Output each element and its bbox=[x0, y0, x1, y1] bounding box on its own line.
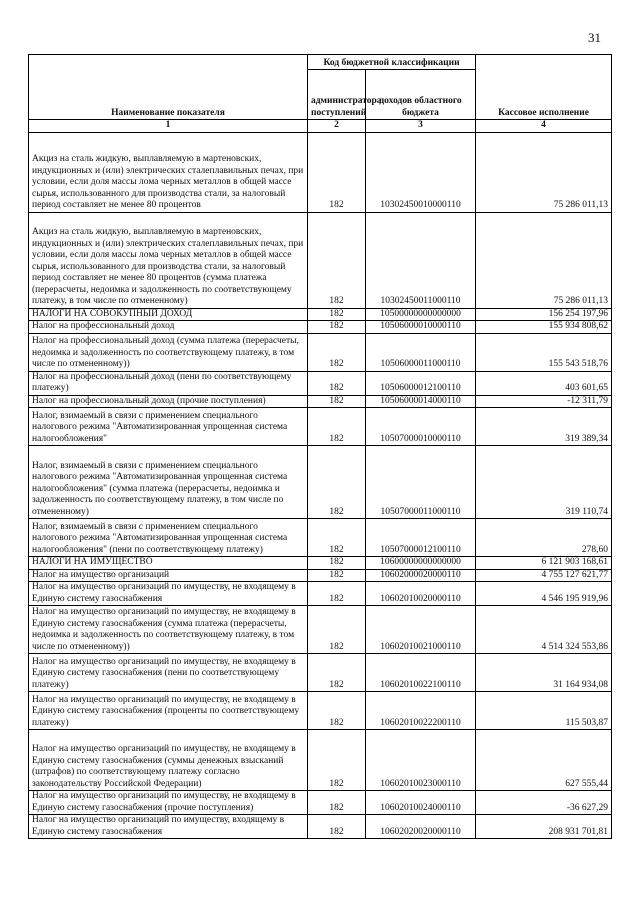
table-row bbox=[29, 321, 612, 334]
row-amount: 4 546 195 919,96 bbox=[476, 582, 612, 606]
row-name: Налог на имущество организаций по имуществу, не входящему в Единую систему газоснабжения bbox=[29, 582, 308, 606]
row-admin-code: 182 bbox=[308, 569, 366, 582]
row-name: Акциз на сталь жидкую, выплавляемую в мартеновских, индукционных и (или) электрических сталеплавильных печах, при условии, если доля массы лома черных металлов в общей массе сырья, использованного для производства стали, за налоговый период составляет не менее 80 процентов (сумма платежа (перерасчеты, недоимка и задолженность по соответствующему платежу, в том числе по отмененному) bbox=[29, 212, 308, 308]
table-row bbox=[29, 606, 612, 654]
table-row bbox=[29, 308, 612, 321]
row-income-code: 10600000000000000 bbox=[366, 557, 476, 570]
table-body bbox=[29, 132, 612, 839]
row-name: НАЛОГИ НА СОВОКУПНЫЙ ДОХОД bbox=[29, 308, 308, 321]
row-income-code: 10506000011000110 bbox=[366, 333, 476, 371]
row-admin-code: 182 bbox=[308, 557, 366, 570]
table-row bbox=[29, 654, 612, 692]
row-income-code: 10507000012100110 bbox=[366, 519, 476, 557]
row-income-code: 10602010023000110 bbox=[366, 730, 476, 791]
row-name: Акциз на сталь жидкую, выплавляемую в мартеновских, индукционных и (или) электрических сталеплавильных печах, при условии, если доля массы лома черных металлов в общей массе сырья, использованного для производства стали, за налоговый период составляет не менее 80 процентов bbox=[29, 132, 308, 212]
row-amount: 75 286 011,13 bbox=[476, 212, 612, 308]
row-income-code: 10602010022100110 bbox=[366, 654, 476, 692]
table-row bbox=[29, 692, 612, 730]
row-amount: 6 121 903 168,61 bbox=[476, 557, 612, 570]
row-amount: 319 110,74 bbox=[476, 446, 612, 519]
row-amount: 208 931 701,81 bbox=[476, 815, 612, 839]
header-administrator: администратора поступлений bbox=[308, 70, 366, 120]
row-admin-code: 182 bbox=[308, 308, 366, 321]
row-income-code: 10506000012100110 bbox=[366, 371, 476, 395]
header-classification-group: Код бюджетной классификации bbox=[308, 55, 476, 70]
row-admin-code: 182 bbox=[308, 408, 366, 446]
row-income-code: 10602010021000110 bbox=[366, 606, 476, 654]
row-income-code: 10506000014000110 bbox=[366, 395, 476, 408]
page-number: 31 bbox=[588, 30, 601, 45]
row-admin-code: 182 bbox=[308, 371, 366, 395]
row-amount: 155 543 518,76 bbox=[476, 333, 612, 371]
row-name: Налог на имущество организаций по имуществу, не входящему в Единую систему газоснабжения (проценты по соответствующему платежу) bbox=[29, 692, 308, 730]
table-row bbox=[29, 815, 612, 839]
header-income-code: доходов областного бюджета bbox=[366, 70, 476, 120]
row-amount: 31 164 934,08 bbox=[476, 654, 612, 692]
row-amount: 4 514 324 553,86 bbox=[476, 606, 612, 654]
row-income-code: 10500000000000000 bbox=[366, 308, 476, 321]
row-name: Налог на имущество организаций по имуществу, входящему в Единую систему газоснабжения bbox=[29, 815, 308, 839]
table-row bbox=[29, 730, 612, 791]
row-admin-code: 182 bbox=[308, 654, 366, 692]
row-income-code: 10507000011000110 bbox=[366, 446, 476, 519]
row-admin-code: 182 bbox=[308, 333, 366, 371]
row-name: Налог, взимаемый в связи с применением специального налогового режима "Автоматизированная упрощенная система налогообложения" (сумма платежа (перерасчеты, недоимка и задолженность по соответствующему платежу, в том числе по отмененному) bbox=[29, 446, 308, 519]
row-admin-code: 182 bbox=[308, 212, 366, 308]
column-number: 3 bbox=[366, 120, 476, 133]
table-row bbox=[29, 395, 612, 408]
row-name: Налог на профессиональный доход (сумма платежа (перерасчеты, недоимка и задолженность по соответствующему платежу, в том числе по отмененному)) bbox=[29, 333, 308, 371]
row-amount: 75 286 011,13 bbox=[476, 132, 612, 212]
row-income-code: 10602010020000110 bbox=[366, 582, 476, 606]
row-amount: 115 503,87 bbox=[476, 692, 612, 730]
row-income-code: 10507000010000110 bbox=[366, 408, 476, 446]
column-number: 4 bbox=[476, 120, 612, 133]
row-name: Налог на имущество организаций по имуществу, не входящему в Единую систему газоснабжения (сумма платежа (перерасчеты, недоимка и задолженность по соответствующему платежу, в том числе по отмененному)) bbox=[29, 606, 308, 654]
row-admin-code: 182 bbox=[308, 791, 366, 815]
row-admin-code: 182 bbox=[308, 692, 366, 730]
row-amount: 403 601,65 bbox=[476, 371, 612, 395]
row-income-code: 10302450010000110 bbox=[366, 132, 476, 212]
header-indicator-name: Наименование показателя bbox=[29, 55, 308, 120]
header-cash-execution: Кассовое исполнение bbox=[476, 55, 612, 120]
row-admin-code: 182 bbox=[308, 132, 366, 212]
row-amount: 278,60 bbox=[476, 519, 612, 557]
row-income-code: 10602010022200110 bbox=[366, 692, 476, 730]
row-income-code: 10602020020000110 bbox=[366, 815, 476, 839]
row-amount: 156 254 197,96 bbox=[476, 308, 612, 321]
column-number: 1 bbox=[29, 120, 308, 133]
table-row bbox=[29, 569, 612, 582]
row-name: Налог на имущество организаций по имуществу, не входящему в Единую систему газоснабжения (пени по соответствующему платежу) bbox=[29, 654, 308, 692]
row-name: Налог на профессиональный доход (пени по соответствующему платежу) bbox=[29, 371, 308, 395]
row-admin-code: 182 bbox=[308, 730, 366, 791]
row-income-code: 10602010024000110 bbox=[366, 791, 476, 815]
row-name: Налог на имущество организаций по имуществу, не входящему в Единую систему газоснабжения (прочие поступления) bbox=[29, 791, 308, 815]
row-name: Налог на профессиональный доход bbox=[29, 321, 308, 334]
row-admin-code: 182 bbox=[308, 395, 366, 408]
table-row bbox=[29, 446, 612, 519]
row-amount: 319 389,34 bbox=[476, 408, 612, 446]
row-admin-code: 182 bbox=[308, 606, 366, 654]
row-admin-code: 182 bbox=[308, 446, 366, 519]
table-row bbox=[29, 557, 612, 570]
table-row bbox=[29, 333, 612, 371]
row-name: НАЛОГИ НА ИМУЩЕСТВО bbox=[29, 557, 308, 570]
table-row bbox=[29, 132, 612, 212]
row-income-code: 10602000020000110 bbox=[366, 569, 476, 582]
table-row bbox=[29, 582, 612, 606]
table-row bbox=[29, 371, 612, 395]
row-admin-code: 182 bbox=[308, 519, 366, 557]
row-name: Налог на имущество организаций по имуществу, не входящему в Единую систему газоснабжения (суммы денежных взысканий (штрафов) по соответствующему платежу согласно законодательству Российской Федерации) bbox=[29, 730, 308, 791]
row-admin-code: 182 bbox=[308, 582, 366, 606]
table-row bbox=[29, 212, 612, 308]
row-amount: 627 555,44 bbox=[476, 730, 612, 791]
column-number-row bbox=[29, 120, 612, 133]
row-income-code: 10506000010000110 bbox=[366, 321, 476, 334]
budget-table bbox=[28, 54, 612, 839]
row-amount: 155 934 808,62 bbox=[476, 321, 612, 334]
row-name: Налог на имущество организаций bbox=[29, 569, 308, 582]
row-amount: -36 627,29 bbox=[476, 791, 612, 815]
row-income-code: 10302450011000110 bbox=[366, 212, 476, 308]
row-admin-code: 182 bbox=[308, 321, 366, 334]
row-admin-code: 182 bbox=[308, 815, 366, 839]
column-number: 2 bbox=[308, 120, 366, 133]
row-name: Налог, взимаемый в связи с применением специального налогового режима "Автоматизированная упрощенная система налогообложения" bbox=[29, 408, 308, 446]
row-name: Налог, взимаемый в связи с применением специального налогового режима "Автоматизированная упрощенная система налогообложения" (пени по соответствующему платежу) bbox=[29, 519, 308, 557]
row-name: Налог на профессиональный доход (прочие поступления) bbox=[29, 395, 308, 408]
table-row bbox=[29, 408, 612, 446]
row-amount: 4 755 127 621,77 bbox=[476, 569, 612, 582]
table-row bbox=[29, 519, 612, 557]
table-row bbox=[29, 791, 612, 815]
row-amount: -12 311,79 bbox=[476, 395, 612, 408]
